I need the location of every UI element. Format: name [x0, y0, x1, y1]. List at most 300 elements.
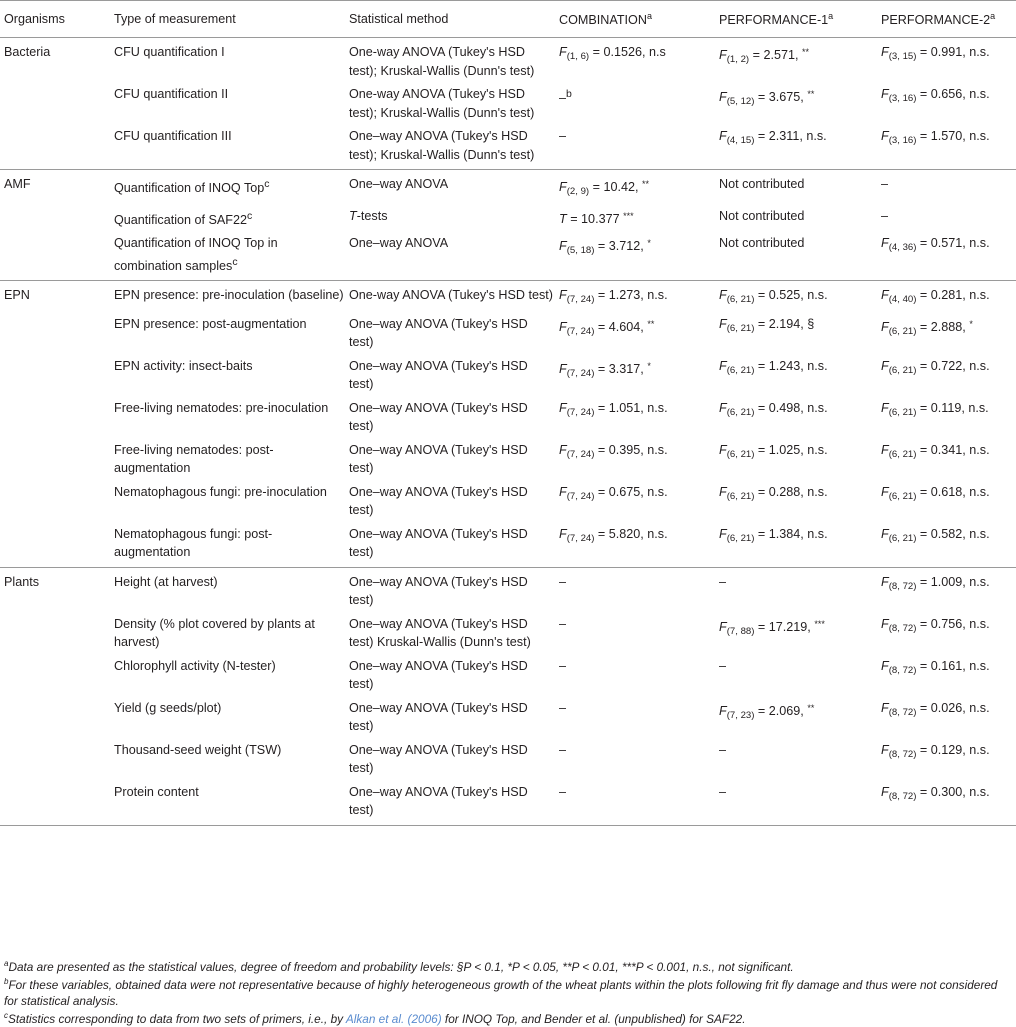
cell-text: – [719, 574, 727, 589]
stat-value: = 0.675, n.s. [594, 484, 668, 499]
stat-value: = 0.582, n.s. [916, 526, 990, 541]
degrees-of-freedom: (3, 15) [888, 51, 917, 62]
header-performance-1: PERFORMANCE-1$^a$ [715, 1, 877, 38]
stat-value: = 10.377 [566, 211, 624, 226]
cell-text: – [719, 658, 727, 673]
stat-symbol: F [719, 703, 727, 718]
degrees-of-freedom: (3, 16) [888, 93, 917, 104]
stat-symbol: F [719, 288, 727, 303]
stat-symbol: F [559, 45, 567, 59]
footnote-mark: b [566, 88, 572, 100]
statistical-method: One–way ANOVA (Tukey's HSD test) [349, 316, 528, 350]
combination-cell [555, 207, 715, 235]
cell-text: – [559, 700, 567, 715]
statistical-method-cell [345, 783, 555, 826]
performance-1-cell [715, 699, 877, 741]
performance-1-cell [715, 85, 877, 127]
combination-cell [555, 234, 715, 281]
stat-value: = 0.618, n.s. [916, 484, 990, 499]
organism-cell [0, 783, 110, 826]
degrees-of-freedom: (6, 21) [888, 406, 917, 418]
measurement-type: Chlorophyll activity (N-tester) [114, 658, 276, 673]
stat-symbol: F [719, 400, 727, 415]
measurement-type: EPN presence: pre-inoculation (baseline) [114, 288, 344, 303]
header-organisms: Organisms [0, 1, 110, 38]
statistical-method-cell [345, 483, 555, 525]
cell-text: – [719, 784, 727, 799]
combination-cell [555, 85, 715, 127]
degrees-of-freedom: (6, 21) [726, 294, 755, 306]
organism-cell [0, 170, 110, 207]
performance-1-cell [715, 783, 877, 826]
statistical-method: T-tests [349, 208, 388, 223]
stat-value: = 4.604, [594, 319, 648, 334]
degrees-of-freedom: (7, 23) [726, 709, 755, 721]
stat-symbol: F [881, 526, 889, 541]
stat-symbol: F [881, 742, 889, 757]
performance-1-cell [715, 357, 877, 399]
degrees-of-freedom: (7, 24) [566, 490, 595, 502]
statistical-method: One-way ANOVA (Tukey's HSD test); Kruskal-Wallis (Dunn's test) [349, 45, 535, 78]
performance-2-cell [877, 741, 1016, 783]
organism-cell [0, 615, 110, 657]
combination-cell [555, 315, 715, 357]
degrees-of-freedom: (7, 24) [566, 406, 595, 418]
performance-2-cell [877, 699, 1016, 741]
header-performance-2: PERFORMANCE-2$^a$ [877, 1, 1016, 38]
table-row [0, 441, 1016, 483]
performance-2-cell [877, 657, 1016, 699]
measurement-type-cell [110, 699, 345, 741]
stat-symbol: F [881, 288, 889, 303]
header-method: Statistical method [345, 1, 555, 38]
performance-1-cell [715, 281, 877, 315]
measurement-type: CFU quantification II [114, 87, 229, 101]
stat-symbol: F [881, 574, 889, 589]
measurement-type-cell [110, 234, 345, 281]
stat-value: = 0.026, n.s. [916, 700, 990, 715]
cell-text: – [881, 208, 889, 223]
degrees-of-freedom: (7, 88) [726, 625, 755, 637]
performance-2-cell [877, 483, 1016, 525]
citation-link[interactable]: Alkan et al. (2006) [345, 1011, 442, 1026]
combination-cell [555, 399, 715, 441]
stat-value: = 0.656, n.s. [916, 87, 990, 101]
stat-value: = 0.525, n.s. [754, 288, 828, 303]
measurement-type: Nematophagous fungi: post-augmentation [114, 526, 273, 560]
statistical-method-cell [345, 85, 555, 127]
organism-cell [0, 281, 110, 315]
performance-2-cell [877, 234, 1016, 281]
degrees-of-freedom: (4, 36) [888, 242, 917, 254]
stat-value: = 3.317, [594, 361, 648, 376]
statistical-method: One–way ANOVA (Tukey's HSD test) [349, 574, 528, 608]
measurement-type-cell [110, 441, 345, 483]
stat-symbol: F [881, 236, 889, 251]
cell-text: – [559, 91, 567, 106]
degrees-of-freedom: (7, 24) [566, 294, 595, 306]
stat-value: = 0.129, n.s. [916, 742, 990, 757]
stat-symbol: F [719, 484, 727, 499]
stat-symbol: F [559, 400, 567, 415]
statistical-method-cell [345, 441, 555, 483]
stat-value: = 3.712, [594, 239, 648, 254]
degrees-of-freedom: (7, 24) [566, 448, 595, 460]
statistical-method: One–way ANOVA [349, 236, 449, 251]
degrees-of-freedom: (8, 72) [888, 664, 917, 676]
cell-text: – [719, 742, 727, 757]
organism-cell [0, 483, 110, 525]
performance-1-cell [715, 399, 877, 441]
organism-cell [0, 85, 110, 127]
stat-value: = 0.288, n.s. [754, 484, 828, 499]
organism-cell [0, 234, 110, 281]
measurement-type-cell [110, 38, 345, 86]
measurement-type: Protein content [114, 784, 199, 799]
organism-label: AMF [4, 177, 31, 191]
stat-symbol: F [559, 526, 567, 541]
stat-value: = 0.341, n.s. [916, 442, 990, 457]
degrees-of-freedom: (8, 72) [888, 622, 917, 634]
measurement-type-cell [110, 741, 345, 783]
performance-2-cell [877, 615, 1016, 657]
table-body [0, 38, 1016, 826]
stat-symbol: F [881, 484, 889, 499]
statistical-method: One–way ANOVA (Tukey's HSD test) [349, 658, 528, 692]
organism-cell [0, 207, 110, 235]
measurement-type-cell [110, 170, 345, 207]
combination-cell [555, 699, 715, 741]
statistical-method: One–way ANOVA (Tukey's HSD test) [349, 442, 528, 476]
statistical-method-cell [345, 207, 555, 235]
table-row [0, 399, 1016, 441]
performance-1-cell [715, 657, 877, 699]
degrees-of-freedom: (7, 24) [566, 367, 595, 379]
performance-1-cell [715, 483, 877, 525]
stat-symbol: F [881, 358, 889, 373]
organism-label: Bacteria [4, 45, 51, 59]
degrees-of-freedom: (6, 21) [888, 448, 917, 460]
degrees-of-freedom: (6, 21) [888, 325, 917, 337]
stat-symbol: F [559, 319, 567, 334]
significance-mark: * [969, 318, 973, 329]
stat-symbol: F [881, 700, 889, 715]
degrees-of-freedom: (8, 72) [888, 748, 917, 760]
stat-value: = 2.888, [916, 319, 970, 334]
measurement-type: CFU quantification III [114, 129, 232, 143]
stat-value: = 0.571, n.s. [916, 236, 990, 251]
stat-value: = 0.395, n.s. [594, 442, 668, 457]
degrees-of-freedom: (5, 18) [566, 245, 595, 257]
degrees-of-freedom: (4, 15) [726, 135, 755, 146]
stat-symbol: F [881, 658, 889, 673]
significance-mark: *** [623, 210, 634, 221]
stat-value: = 1.051, n.s. [594, 400, 668, 415]
degrees-of-freedom: (5, 12) [726, 96, 755, 107]
table-row [0, 615, 1016, 657]
statistical-method: One-way ANOVA (Tukey's HSD test) [349, 288, 553, 303]
combination-cell [555, 483, 715, 525]
footnote-mark: c [264, 178, 270, 190]
statistical-method-cell [345, 127, 555, 170]
cell-text: Not contributed [719, 177, 805, 191]
performance-2-cell [877, 85, 1016, 127]
stat-value: = 0.300, n.s. [916, 784, 990, 799]
stat-value: = 0.281, n.s. [916, 288, 990, 303]
stat-value: = 0.498, n.s. [754, 400, 828, 415]
statistical-method: One–way ANOVA [349, 177, 449, 191]
performance-2-cell [877, 170, 1016, 207]
stat-value: = 1.009, n.s. [916, 574, 990, 589]
statistical-method: One-way ANOVA (Tukey's HSD test); Kruskal-Wallis (Dunn's test) [349, 87, 535, 120]
table-row [0, 207, 1016, 235]
stat-symbol: F [881, 319, 889, 334]
header-type: Type of measurement [110, 1, 345, 38]
degrees-of-freedom: (8, 72) [888, 580, 917, 592]
statistical-method: One–way ANOVA (Tukey's HSD test) [349, 700, 528, 734]
degrees-of-freedom: (2, 9) [566, 186, 590, 197]
degrees-of-freedom: (7, 24) [566, 325, 595, 337]
measurement-type: Quantification of INOQ Top [114, 181, 265, 196]
performance-1-cell [715, 207, 877, 235]
performance-1-cell [715, 741, 877, 783]
stat-symbol: F [881, 129, 889, 143]
stat-symbol: F [559, 288, 567, 303]
table-row [0, 170, 1016, 207]
measurement-type-cell [110, 315, 345, 357]
statistical-method: One–way ANOVA (Tukey's HSD test) [349, 526, 528, 560]
stat-symbol: F [559, 361, 567, 376]
statistical-method-cell [345, 170, 555, 207]
cell-text: – [881, 177, 889, 191]
cell-text: Not contributed [719, 236, 805, 251]
combination-cell [555, 783, 715, 826]
statistical-method-cell [345, 38, 555, 86]
stat-symbol: F [881, 400, 889, 415]
measurement-type: Free-living nematodes: pre-inoculation [114, 400, 329, 415]
stat-value: = 0.1526, n.s [589, 45, 666, 59]
footnote-b: $^b$For these variables, obtained data were not representative because of highly heterogeneous growth of the wheat plants within the plots following frit fly damage and thus were not considered for statistical analysis. [4, 977, 998, 1008]
stat-symbol: F [719, 619, 727, 634]
statistical-method-cell [345, 525, 555, 568]
cell-text: – [559, 574, 567, 589]
table-row [0, 127, 1016, 170]
stat-value: = 2.194, § [754, 316, 815, 331]
table-row [0, 783, 1016, 826]
measurement-type-cell [110, 281, 345, 315]
significance-mark: ** [801, 47, 809, 57]
statistical-method-cell [345, 699, 555, 741]
statistical-method-cell [345, 315, 555, 357]
degrees-of-freedom: (3, 16) [888, 135, 917, 146]
combination-cell [555, 281, 715, 315]
performance-2-cell [877, 525, 1016, 568]
performance-2-cell [877, 207, 1016, 235]
stat-symbol: F [881, 87, 889, 101]
stat-symbol: F [719, 129, 727, 143]
stat-value: = 2.069, [754, 703, 808, 718]
measurement-type-cell [110, 483, 345, 525]
statistical-method-cell [345, 615, 555, 657]
organism-cell [0, 357, 110, 399]
organism-cell [0, 441, 110, 483]
stat-value: = 1.384, n.s. [754, 526, 828, 541]
performance-2-cell [877, 38, 1016, 86]
footnote-a: $^a$Data are presented as the statistical values, degree of freedom and probability levels: §P < 0.1, *P < 0.05, **P < 0.01, ***P < 0.001, n.s., not significant. [4, 959, 794, 974]
performance-2-cell [877, 441, 1016, 483]
table-row [0, 483, 1016, 525]
table-row [0, 657, 1016, 699]
statistical-method: One–way ANOVA (Tukey's HSD test) [349, 400, 528, 434]
table-row [0, 741, 1016, 783]
table-row [0, 357, 1016, 399]
significance-mark: ** [647, 318, 655, 329]
measurement-type: Density (% plot covered by plants at harvest) [114, 616, 315, 650]
performance-2-cell [877, 357, 1016, 399]
organism-cell [0, 315, 110, 357]
table-row [0, 85, 1016, 127]
degrees-of-freedom: (6, 21) [726, 406, 755, 418]
footnote-mark: c [232, 255, 238, 268]
degrees-of-freedom: (6, 21) [726, 532, 755, 544]
measurement-type-cell [110, 127, 345, 170]
combination-cell [555, 38, 715, 86]
degrees-of-freedom: (6, 21) [888, 490, 917, 502]
statistical-method: One–way ANOVA (Tukey's HSD test) [349, 358, 528, 392]
performance-1-cell [715, 315, 877, 357]
table-row [0, 315, 1016, 357]
combination-cell [555, 657, 715, 699]
footnote-mark: c [247, 209, 253, 222]
performance-1-cell [715, 170, 877, 207]
stat-symbol: F [559, 442, 567, 457]
footnote-c: $^c$Statistics corresponding to data from two sets of primers, i.e., by Alkan et al. (2006) for INOQ Top, and Bender et al. (unpublished) for SAF22. [4, 1011, 746, 1026]
stat-value: = 0.991, n.s. [916, 45, 990, 59]
stat-symbol: T [559, 211, 567, 226]
stat-value: = 5.820, n.s. [594, 526, 668, 541]
degrees-of-freedom: (8, 72) [888, 706, 917, 718]
measurement-type: Height (at harvest) [114, 574, 218, 589]
stat-value: = 1.570, n.s. [916, 129, 990, 143]
statistical-method-cell [345, 657, 555, 699]
stat-symbol: F [559, 180, 567, 194]
table-row [0, 38, 1016, 86]
performance-1-cell [715, 234, 877, 281]
measurement-type: Free-living nematodes: post-augmentation [114, 442, 274, 476]
measurement-type-cell [110, 207, 345, 235]
performance-2-cell [877, 567, 1016, 615]
significance-mark: ** [807, 702, 815, 713]
statistical-method-cell [345, 234, 555, 281]
organism-cell [0, 525, 110, 568]
stat-value: = 3.675, [754, 90, 808, 104]
measurement-type-cell [110, 525, 345, 568]
cell-text: – [559, 129, 567, 143]
degrees-of-freedom: (1, 2) [726, 54, 750, 65]
stat-value: = 1.273, n.s. [594, 288, 668, 303]
organism-cell [0, 399, 110, 441]
degrees-of-freedom: (6, 21) [888, 364, 917, 376]
table-row [0, 281, 1016, 315]
performance-2-cell [877, 783, 1016, 826]
statistical-method: One–way ANOVA (Tukey's HSD test) [349, 784, 528, 818]
measurement-type: Thousand-seed weight (TSW) [114, 742, 282, 757]
statistical-method-cell [345, 567, 555, 615]
stat-symbol: F [719, 526, 727, 541]
statistical-method-cell [345, 357, 555, 399]
degrees-of-freedom: (6, 21) [726, 322, 755, 334]
significance-mark: *** [814, 618, 825, 629]
combination-cell [555, 567, 715, 615]
performance-2-cell [877, 281, 1016, 315]
performance-1-cell [715, 38, 877, 86]
organism-label: Plants [4, 574, 40, 589]
organism-label: EPN [4, 288, 30, 303]
stat-value: = 2.571, [749, 48, 802, 62]
statistical-method-cell [345, 399, 555, 441]
table-row [0, 567, 1016, 615]
measurement-type: Quantification of INOQ Top in combination samples [114, 236, 278, 273]
cell-text: – [559, 784, 567, 799]
combination-cell [555, 525, 715, 568]
statistical-method: One–way ANOVA (Tukey's HSD test) [349, 742, 528, 776]
significance-mark: * [647, 360, 651, 371]
cell-text: Not contributed [719, 208, 805, 223]
measurement-type-cell [110, 657, 345, 699]
degrees-of-freedom: (4, 40) [888, 294, 917, 306]
table-row [0, 234, 1016, 281]
performance-1-cell [715, 127, 877, 170]
measurement-type-cell [110, 357, 345, 399]
cell-text: – [559, 616, 567, 631]
organism-cell [0, 699, 110, 741]
stat-symbol: F [719, 90, 727, 104]
measurement-type: Nematophagous fungi: pre-inoculation [114, 484, 327, 499]
organism-cell [0, 127, 110, 170]
statistical-method-cell [345, 281, 555, 315]
cell-text: – [559, 742, 567, 757]
stat-symbol: F [881, 616, 889, 631]
degrees-of-freedom: (6, 21) [726, 448, 755, 460]
stat-value: = 2.311, n.s. [754, 129, 827, 143]
degrees-of-freedom: (6, 21) [726, 490, 755, 502]
measurement-type-cell [110, 85, 345, 127]
stat-symbol: F [719, 316, 727, 331]
table-row [0, 699, 1016, 741]
performance-2-cell [877, 127, 1016, 170]
measurement-type: EPN activity: insect-baits [114, 358, 253, 373]
measurement-type: CFU quantification I [114, 45, 225, 59]
performance-2-cell [877, 399, 1016, 441]
cell-text: – [559, 658, 567, 673]
measurement-type: EPN presence: post-augmentation [114, 316, 307, 331]
performance-1-cell [715, 525, 877, 568]
statistical-method: One–way ANOVA (Tukey's HSD test) Kruskal-Wallis (Dunn's test) [349, 616, 531, 650]
stat-value: = 0.161, n.s. [916, 658, 990, 673]
degrees-of-freedom: (8, 72) [888, 790, 917, 802]
measurement-type-cell [110, 399, 345, 441]
stat-value: = 1.243, n.s. [754, 358, 828, 373]
stat-value: = 0.756, n.s. [916, 616, 990, 631]
stat-value: = 1.025, n.s. [754, 442, 828, 457]
stat-symbol: F [881, 442, 889, 457]
measurement-type: Quantification of SAF22 [114, 212, 248, 227]
combination-cell [555, 441, 715, 483]
organism-cell [0, 657, 110, 699]
stat-symbol: F [881, 45, 889, 59]
significance-mark: ** [807, 89, 815, 99]
stat-symbol: F [559, 239, 567, 254]
